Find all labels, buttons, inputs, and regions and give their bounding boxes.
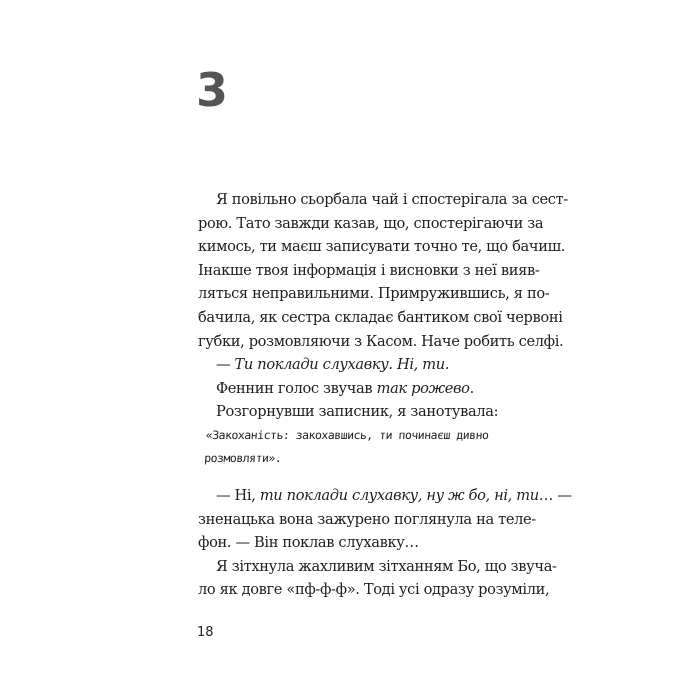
page-number: 18	[197, 625, 214, 640]
text-line: кимось, ти маєш записувати точно те, що бачиш.	[198, 238, 566, 256]
text-line: Я зітхнула жахливим зітханням Бо, що звуча-	[216, 557, 557, 575]
dialogue-italic: Ти поклади слухавку. Ні, ти.	[234, 356, 450, 374]
dialogue-dash: —	[216, 356, 235, 374]
text-line: ляться неправильними. Примружившись, я по-	[198, 285, 550, 303]
dialogue-line	[198, 484, 572, 508]
text-line: зненацька вона зажурено поглянула на теле-	[198, 510, 536, 528]
handwritten-note	[203, 424, 506, 470]
text-line: фон. — Він поклав слухавку…	[198, 534, 419, 552]
text-line: Інакше твоя інформація і висновки з неї вияв-	[198, 261, 540, 279]
text-block-upper	[198, 188, 568, 424]
text-line: ло як довге «пф-ф-ф». Тоді усі одразу розуміли,	[198, 581, 550, 599]
dialogue2-italic: ти поклади слухавку, ну ж бо, ні, ти	[259, 487, 539, 504]
chapter-number: 3	[196, 63, 229, 117]
text-block-lower	[198, 484, 572, 602]
text-line: бачила, як сестра складає бантиком свої червоні	[198, 308, 563, 326]
voice-italic: так рожево	[376, 379, 470, 397]
note-line: розмовляти».	[203, 451, 282, 465]
text-line-notebook: Розгорнувши записник, я занотувала:	[216, 403, 499, 421]
dialogue2-end: … —	[538, 487, 572, 504]
note-line: «Закоханість: закохавшись, ти починаєш дивно	[205, 428, 489, 442]
text-line-voice	[198, 377, 512, 401]
text-line: губки, розмовляючи з Касом. Наче робить селфі.	[198, 332, 564, 350]
voice-text: Феннин голос звучав	[216, 379, 377, 397]
voice-period: .	[469, 379, 474, 397]
dialogue-line	[198, 353, 512, 377]
text-line: рою. Тато завжди казав, що, спостерігаючи за	[198, 214, 544, 232]
dialogue2-start: — Ні,	[216, 487, 260, 504]
text-line: Я повільно сьорбала чай і спостерігала за сест-	[216, 191, 568, 208]
